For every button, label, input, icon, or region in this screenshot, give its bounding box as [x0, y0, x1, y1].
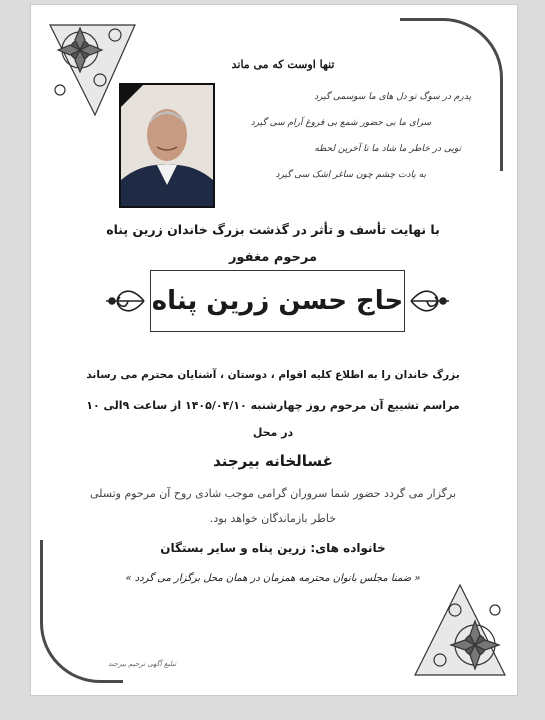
deceased-photo	[119, 83, 215, 208]
poem-line: پدرم در سوگ تو دل های ما سوسمی گیرد	[314, 92, 471, 102]
top-phrase: تنها اوست که می ماند	[231, 58, 335, 71]
signature: تبلیغ آگهی ترحیم بیرجند	[108, 660, 177, 668]
scroll-flourish-icon	[104, 277, 146, 325]
poem-line: به یادت چشم چون ساغر اشک سی گیرد	[275, 170, 426, 180]
body-text: خاطر بازماندگان خواهد بود.	[209, 512, 337, 525]
poem-line: تویی در خاطر ما شاد ما تا آخرین لحظه	[314, 144, 461, 154]
place-prefix: در محل	[252, 426, 294, 439]
announcement: با نهایت تأسف و تأثر در گذشت بزرگ خاندان زرین پناه	[106, 222, 440, 237]
ceremony-time: مراسم تشییع آن مرحوم روز چهارشنبه ۱۴۰۵/۰۴/۱۰ از ساعت ۹الی ۱۰	[86, 399, 460, 412]
ceremony-place: غسالخانه بیرجند	[213, 452, 333, 470]
honorific-title: مرحوم مغفور	[228, 250, 318, 265]
floral-corner-ornament-icon	[405, 580, 510, 680]
poem-line: سرای ما بی حضور شمع بی فروغ آرام سی گیرد	[250, 118, 431, 128]
women-ceremony-note: « ضمنا مجلس بانوان محترمه همزمان در همان محل برگزار می گردد »	[125, 573, 421, 584]
poem-verses	[231, 84, 471, 188]
body-text: برگزار می گردد حضور شما سروران گرامی موجب شادی روح آن مرحوم وتسلی	[89, 487, 457, 500]
inform-text: بزرگ خاندان را به اطلاع کلیه اقوام ، دوستان ، آشنایان محترم می رساند	[86, 369, 460, 381]
family-names: خانواده های: زرین پناه و سایر بستگان	[160, 541, 386, 555]
scroll-flourish-icon	[409, 277, 451, 325]
deceased-name: حاج حسن زرین پناه	[150, 270, 405, 332]
